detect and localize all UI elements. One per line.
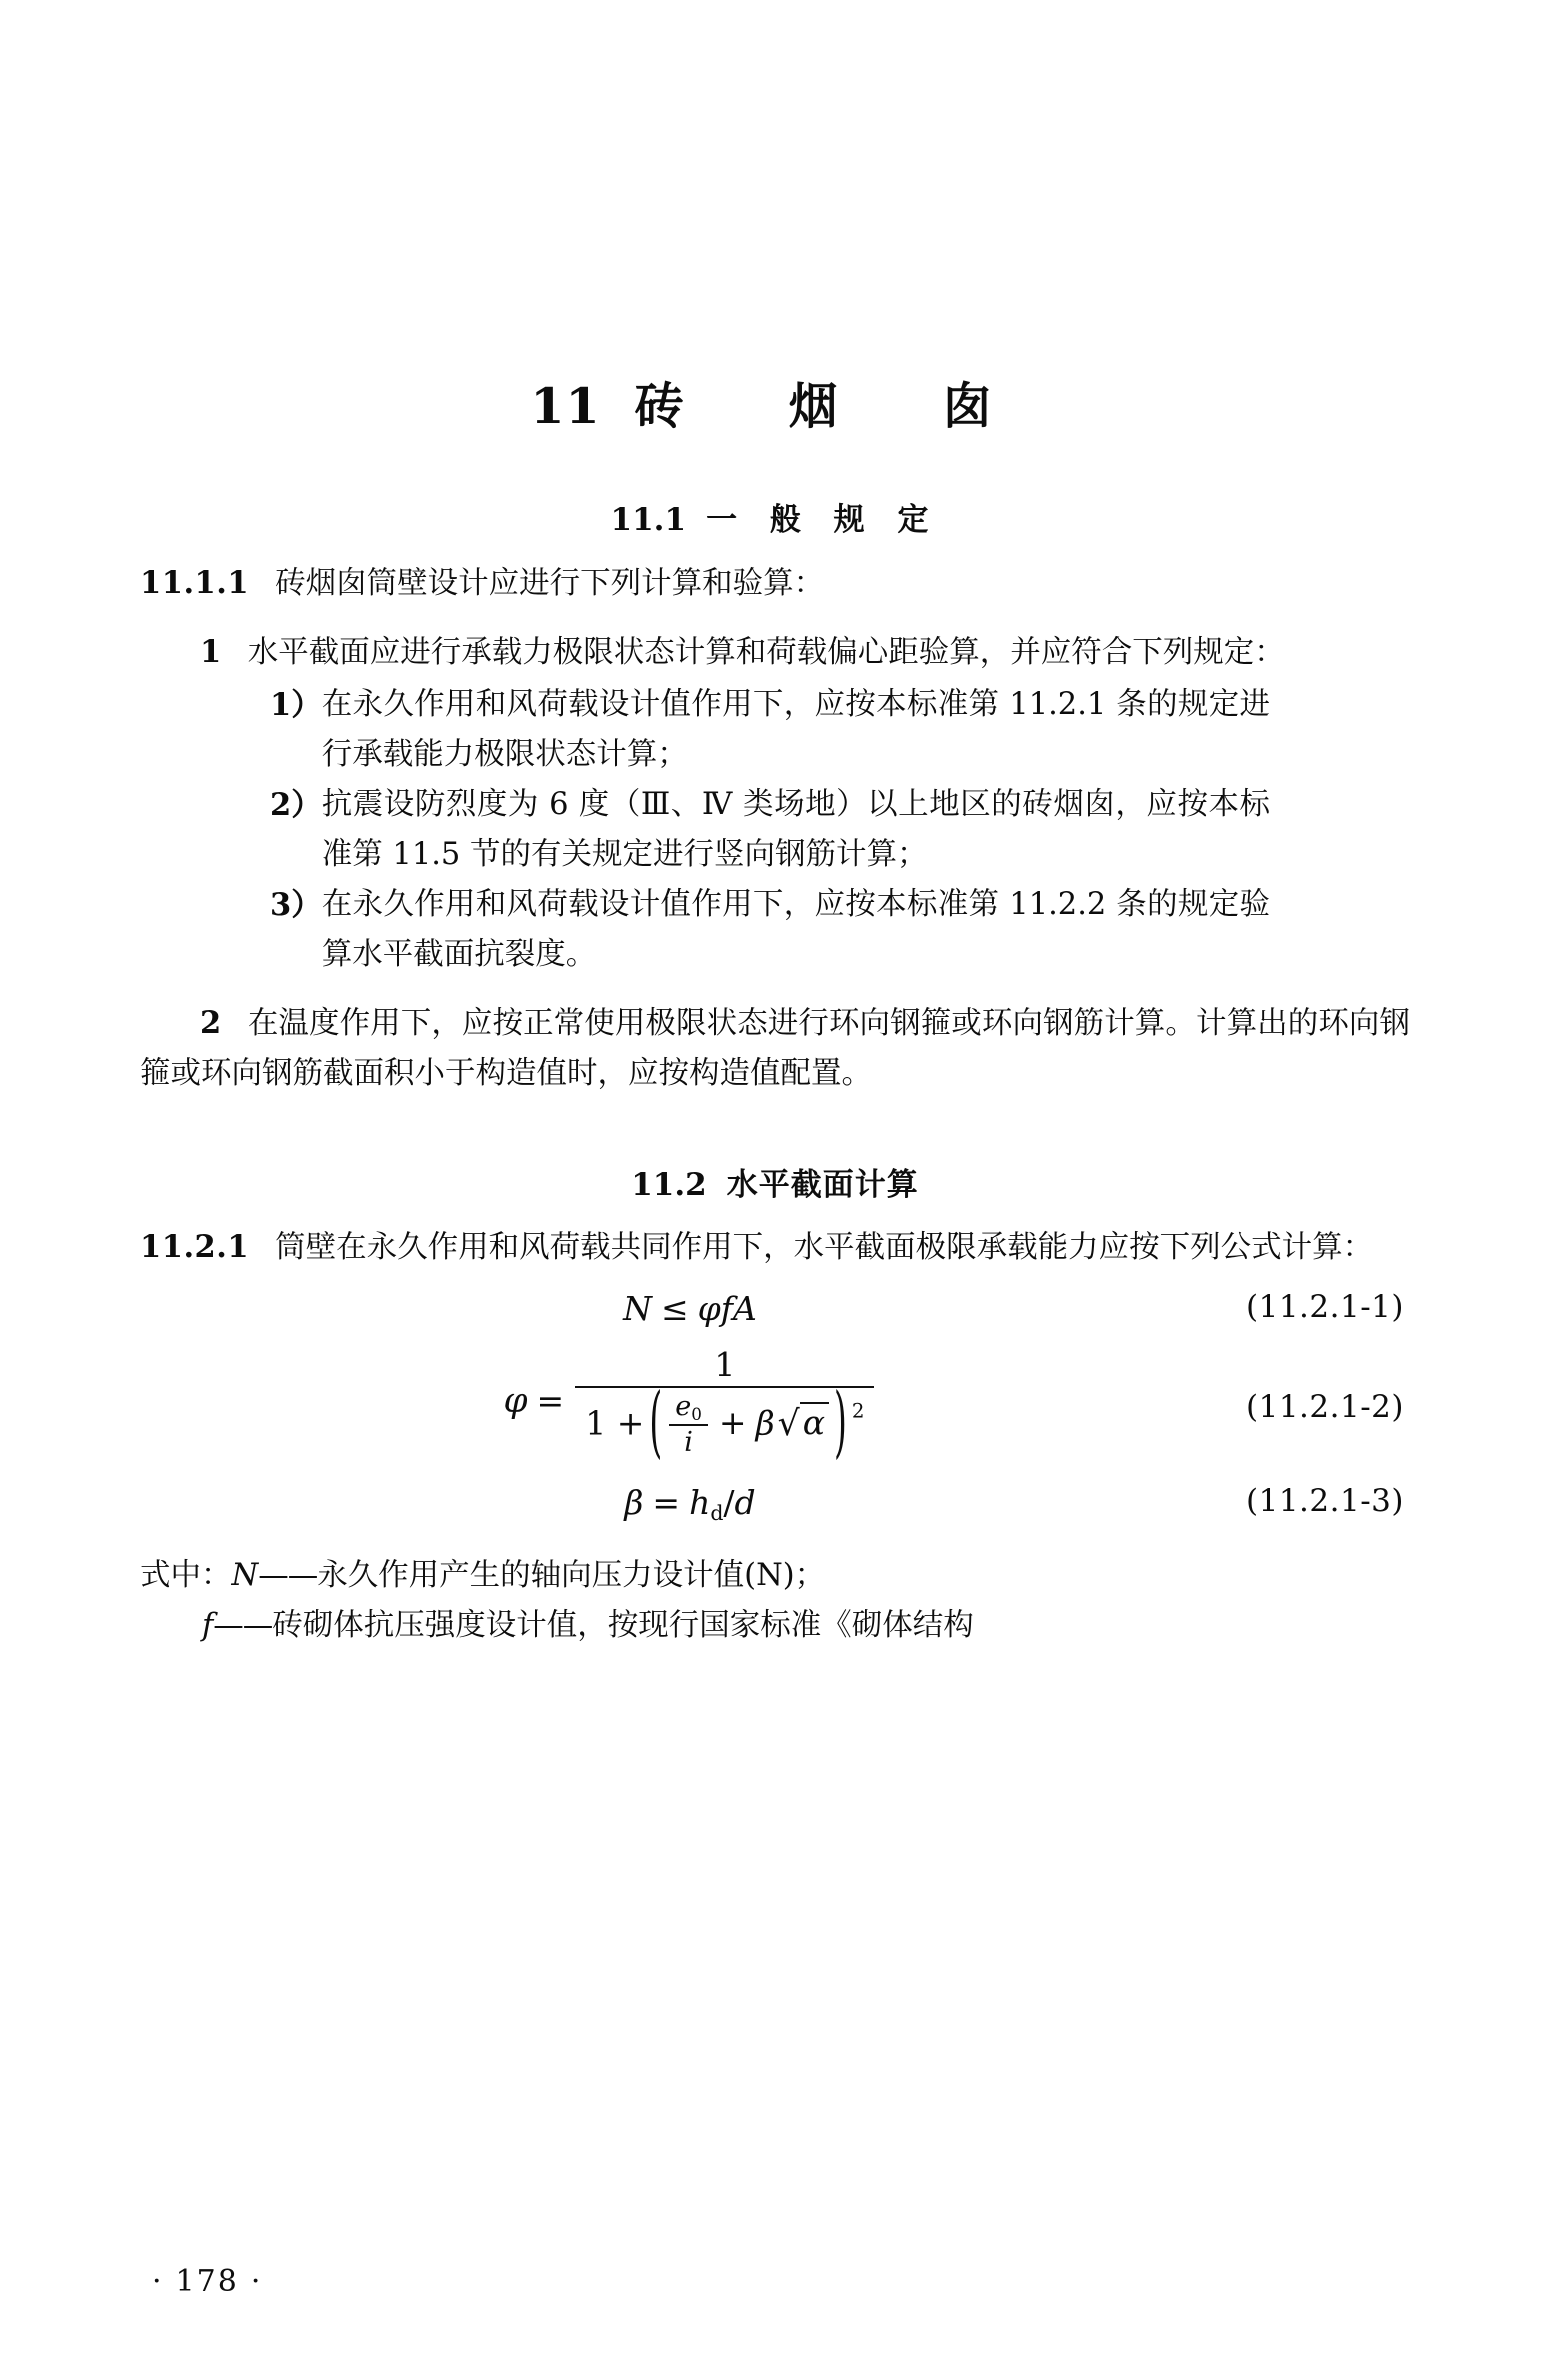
chapter-number: 11: [530, 377, 601, 435]
where-dash-f: ——: [213, 1607, 273, 1643]
chapter-title: [140, 378, 1410, 434]
subitem-3: [270, 880, 1270, 980]
formula-2-inner-numer: [669, 1392, 708, 1427]
item-2-paragraph: [140, 998, 1410, 1099]
where-dash-N: ——: [258, 1557, 318, 1593]
formula-11-2-1-3-row: [140, 1483, 1410, 1541]
section-number-11-2: 11.2: [631, 1166, 707, 1203]
formula-11-2-1-2-row: [140, 1344, 1410, 1483]
formula-3-h: h: [689, 1482, 711, 1522]
item-2-marker: 2: [200, 1004, 222, 1041]
where-row-N: [140, 1551, 1410, 1601]
item-2-text: 在温度作用下，应按正常使用极限状态进行环向钢箍或环向钢筋计算。计算出的环向钢箍或环向钢筋截面积小于构造值时，应按构造值配置。: [140, 1005, 1410, 1091]
formula-11-2-1-3: [0, 1483, 1410, 1525]
where-list: [140, 1551, 1410, 1651]
formula-1-eqno: (11.2.1-1): [1246, 1288, 1404, 1325]
formula-2-e-sub: 0: [691, 1403, 702, 1424]
formula-1-A: A: [733, 1288, 757, 1328]
clause-text-11-1-1: 砖烟囱筒壁设计应进行下列计算和验算：: [275, 565, 825, 601]
formula-2-lhs: φ: [503, 1380, 528, 1421]
where-symbol-block-f: [140, 1601, 272, 1651]
formula-2-beta: β: [755, 1403, 775, 1443]
formula-1-f: f: [720, 1288, 733, 1328]
formula-3-eqno: (11.2.1-3): [1246, 1482, 1404, 1519]
subitem-2-text: 抗震设防烈度为 6 度（Ⅲ、Ⅳ 类场地）以上地区的砖烟囱，应按本标准第 11.5 节的有关规定进行竖向钢筋计算；: [321, 786, 1270, 872]
where-label-and-symbol-N: [140, 1551, 317, 1601]
formula-3-h-sub: d: [710, 1500, 724, 1525]
subitem-3-text: 在永久作用和风荷载设计值作用下，应按本标准第 11.2.2 条的规定验算水平截面抗裂度。: [321, 886, 1270, 972]
formula-2-numerator: 1: [575, 1347, 874, 1388]
item-1-text: 水平截面应进行承载力极限状态计算和荷载偏心距验算，并应符合下列规定：: [247, 634, 1285, 670]
formula-2-fraction: [575, 1344, 874, 1468]
clause-11-1-1: [140, 558, 1410, 609]
formula-block: [140, 1289, 1410, 1541]
formula-2-radicand: α: [800, 1402, 829, 1442]
formula-11-2-1-1-row: [140, 1289, 1410, 1347]
formula-11-2-1-2: φ = 1 1 + ( $\frac{e_0}{i}$ + β√α ) $^2$: [0, 1347, 1410, 1459]
where-row-f: [140, 1601, 1410, 1651]
radical-icon: √: [777, 1403, 800, 1444]
formula-2-denominator-lead: 1 +: [585, 1403, 645, 1443]
footer-right-dot: ·: [250, 2264, 263, 2299]
where-definition-f: 砖砌体抗压强度设计值，按现行国家标准《砌体结构: [272, 1607, 974, 1643]
formula-1-relation: ≤: [661, 1288, 689, 1328]
formula-11-2-1-1: [0, 1289, 1410, 1328]
subitem-3-marker: 3）: [270, 886, 322, 923]
page-content: [140, 0, 1410, 2371]
item-1-marker: 1: [200, 633, 222, 670]
formula-2-inner-denom: i: [684, 1427, 693, 1459]
page-footer: [140, 2264, 274, 2299]
subitem-1-text: 在永久作用和风荷载设计值作用下，应按本标准第 11.2.1 条的规定进行承载能力极限状态计算；: [321, 686, 1270, 772]
section-title-11-2: 水平截面计算: [726, 1166, 919, 1203]
section-title-11-1: 一 般 规 定: [706, 502, 940, 539]
formula-2-exponent: 2: [851, 1399, 865, 1423]
clause-number-11-2-1: 11.2.1: [140, 1228, 250, 1265]
subitem-2: [270, 780, 1270, 880]
section-heading-11-2: [140, 1167, 1410, 1204]
formula-2-right-paren: ): [834, 1375, 847, 1468]
subitem-1-marker: 1）: [270, 686, 322, 723]
clause-text-11-2-1: 筒壁在永久作用和风荷载共同作用下，水平截面极限承载能力应按下列公式计算：: [275, 1229, 1374, 1265]
where-symbol-N: N: [231, 1557, 259, 1593]
formula-2-e: e: [675, 1390, 692, 1422]
formula-2-eqno: (11.2.1-2): [1246, 1388, 1404, 1425]
footer-left-dot: ·: [152, 2264, 164, 2299]
formula-3-lhs: β: [624, 1482, 644, 1522]
formula-3-d: d: [734, 1482, 756, 1522]
clause-11-2-1: [140, 1222, 1410, 1273]
item-1-subitem-list: [140, 680, 1410, 980]
formula-3-divider: /: [723, 1482, 735, 1522]
where-definition-N: 永久作用产生的轴向压力设计值(N)；: [317, 1557, 826, 1593]
formula-1-phi: φ: [697, 1288, 721, 1328]
formula-2-left-paren: (: [649, 1375, 663, 1468]
subitem-1: [270, 680, 1270, 780]
item-1-paragraph: [140, 627, 1410, 678]
formula-1-lhs: N: [623, 1288, 653, 1328]
chapter-title-text: 砖 烟 囱: [634, 377, 1020, 435]
clause-number-11-1-1: 11.1.1: [140, 564, 250, 601]
where-label: 式中：: [140, 1557, 232, 1593]
section-heading-11-1: [140, 502, 1410, 539]
formula-2-inner-plus: +: [718, 1403, 747, 1443]
formula-2-inner-fraction: [669, 1392, 708, 1459]
formula-2-sqrt: [775, 1402, 829, 1444]
formula-3-relation: =: [652, 1482, 681, 1522]
subitem-2-marker: 2）: [270, 786, 322, 823]
where-symbol-f: f: [202, 1607, 214, 1643]
footer-page-number: 178: [175, 2264, 239, 2299]
section-number-11-1: 11.1: [610, 502, 687, 539]
